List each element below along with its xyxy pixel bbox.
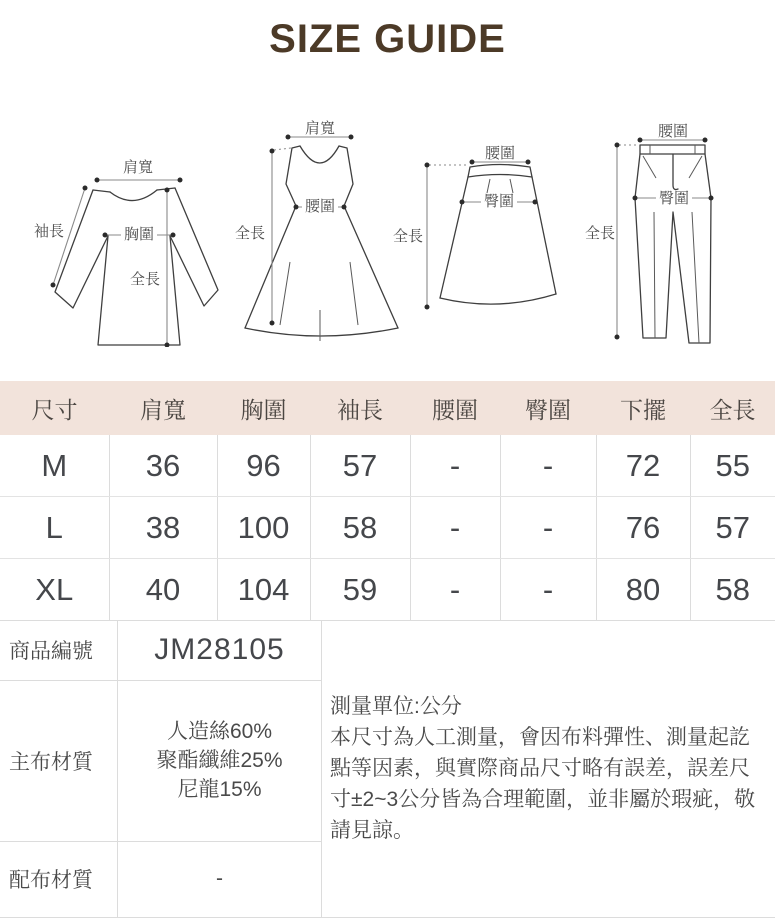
size-cell: 58 xyxy=(690,559,775,621)
size-cell: 40 xyxy=(109,559,217,621)
size-cell: 36 xyxy=(109,435,217,497)
size-col-header: 胸圍 xyxy=(217,381,310,435)
dress-diagram xyxy=(228,112,408,352)
size-cell: 55 xyxy=(690,435,775,497)
skirt-diagram xyxy=(392,135,577,320)
accent-fabric-value: - xyxy=(118,841,322,917)
size-col-header: 肩寬 xyxy=(109,381,217,435)
length-label: 全長 xyxy=(235,226,265,242)
size-cell: 96 xyxy=(217,435,310,497)
size-table xyxy=(0,381,775,621)
pants-diagram xyxy=(580,112,770,347)
size-cell: 57 xyxy=(310,435,410,497)
size-col-header: 全長 xyxy=(690,381,775,435)
accent-fabric-label: 配布材質 xyxy=(0,841,118,917)
size-col-header: 下擺 xyxy=(596,381,690,435)
size-cell: 80 xyxy=(596,559,690,621)
size-col-header: 腰圍 xyxy=(410,381,500,435)
size-cell: 59 xyxy=(310,559,410,621)
size-cell: 57 xyxy=(690,497,775,559)
size-col-header: 尺寸 xyxy=(0,381,109,435)
size-cell: 104 xyxy=(217,559,310,621)
chest-label: 胸圍 xyxy=(121,227,157,243)
size-row-xl xyxy=(0,559,775,621)
size-col-header: 臀圍 xyxy=(500,381,596,435)
material-line: 人造絲60% xyxy=(119,717,320,746)
material-line: 尼龍15% xyxy=(119,775,320,804)
size-cell: 72 xyxy=(596,435,690,497)
product-code-label: 商品編號 xyxy=(0,621,118,680)
size-table-header-row xyxy=(0,381,775,435)
length-label: 全長 xyxy=(585,226,615,242)
header xyxy=(0,0,775,100)
main-fabric-value xyxy=(118,680,322,841)
size-cell: - xyxy=(410,497,500,559)
size-cell: L xyxy=(0,497,109,559)
size-col-header: 袖長 xyxy=(310,381,410,435)
main-fabric-label: 主布材質 xyxy=(0,680,118,841)
hip-label: 臀圍 xyxy=(481,194,517,210)
product-info-table xyxy=(0,621,775,918)
size-cell: - xyxy=(410,559,500,621)
page-title: SIZE GUIDE xyxy=(269,17,506,61)
size-cell: 38 xyxy=(109,497,217,559)
size-cell: - xyxy=(410,435,500,497)
size-row-l xyxy=(0,497,775,559)
note-body: 本尺寸為人工測量，會因布料彈性、測量起訖點等因素，與實際商品尺寸略有誤差，誤差尺寸±2~3公分皆為合理範圍，並非屬於瑕疵，敬請見諒。 xyxy=(330,722,769,846)
length-label: 全長 xyxy=(393,229,423,245)
shoulder-width-label: 肩寬 xyxy=(123,160,153,176)
material-line: 聚酯纖維25% xyxy=(119,746,320,775)
top-diagram xyxy=(30,132,220,347)
waist-label: 腰圍 xyxy=(302,199,338,215)
hip-label: 臀圍 xyxy=(656,191,692,207)
waist-label: 腰圍 xyxy=(485,146,515,162)
shoulder-width-label: 肩寬 xyxy=(305,121,335,137)
size-cell: 76 xyxy=(596,497,690,559)
size-row-m xyxy=(0,435,775,497)
product-code-row xyxy=(0,621,775,680)
size-cell: - xyxy=(500,497,596,559)
note-unit-line: 測量單位:公分 xyxy=(330,691,769,722)
size-cell: M xyxy=(0,435,109,497)
size-cell: - xyxy=(500,559,596,621)
size-cell: XL xyxy=(0,559,109,621)
measurement-diagrams xyxy=(0,100,775,381)
product-code-value: JM28105 xyxy=(118,621,322,680)
size-cell: 100 xyxy=(217,497,310,559)
waist-label: 腰圍 xyxy=(658,124,688,140)
measurement-note xyxy=(322,621,775,917)
length-label: 全長 xyxy=(127,272,163,288)
size-cell: - xyxy=(500,435,596,497)
size-cell: 58 xyxy=(310,497,410,559)
sleeve-length-label: 袖長 xyxy=(34,224,64,240)
